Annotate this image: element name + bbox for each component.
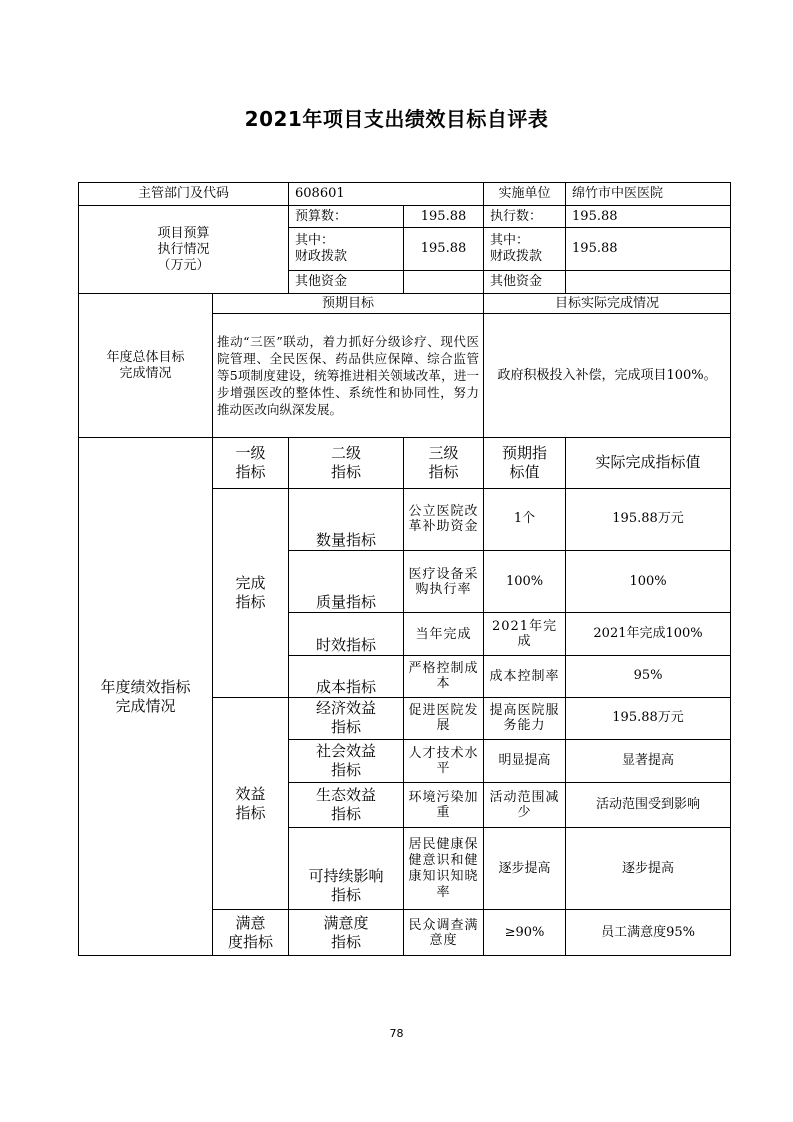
satisfaction-indicators-label: 满意 度指标 xyxy=(213,910,289,956)
table-row-level3: 民众调查满意度 xyxy=(404,910,484,956)
table-row-level2: 生态效益 指标 xyxy=(289,783,404,827)
table-row-expected: 明显提高 xyxy=(484,739,566,782)
budget-label: 项目预算 执行情况 （万元） xyxy=(79,206,289,294)
fiscal-planned-label: 其中： 财政拨款 xyxy=(289,228,404,270)
table-row-actual: 95% xyxy=(566,656,731,697)
fiscal-planned-value: 195.88 xyxy=(404,228,484,270)
annual-goal-label: 年度总体目标 完成情况 xyxy=(79,293,213,437)
table-row-level2: 满意度 指标 xyxy=(289,910,404,956)
table-row-expected: 提高医院服务能力 xyxy=(484,697,566,739)
table-row-expected: 100% xyxy=(484,551,566,613)
table-row-actual: 逐步提高 xyxy=(566,827,731,910)
table-row-level3: 公立医院改革补助资金 xyxy=(404,488,484,551)
table-row-level3: 居民健康保健意识和健康知识知晓率 xyxy=(404,827,484,910)
table-row-actual: 195.88万元 xyxy=(566,697,731,739)
output-indicators-label: 完成 指标 xyxy=(213,488,289,697)
table-row-level2: 可持续影响 指标 xyxy=(289,827,404,910)
table-row-expected: 逐步提高 xyxy=(484,827,566,910)
table-row-actual: 员工满意度95% xyxy=(566,910,731,956)
header-level2: 二级 指标 xyxy=(289,438,404,488)
other-funds-label: 其他资金 xyxy=(289,270,404,293)
table-row-level2: 质量指标 xyxy=(289,551,404,613)
benefit-indicators-label: 效益 指标 xyxy=(213,697,289,910)
table-row-actual: 显著提高 xyxy=(566,739,731,782)
table-row-expected: 活动范围减少 xyxy=(484,783,566,827)
other-funds-planned xyxy=(404,270,484,293)
budget-executed-label: 执行数： xyxy=(484,206,566,228)
budget-executed-value: 195.88 xyxy=(566,206,731,228)
table-row-level2: 时效指标 xyxy=(289,612,404,655)
header-level1: 一级 指标 xyxy=(213,438,289,488)
fiscal-executed-value: 195.88 xyxy=(566,228,731,270)
table-row-expected: 2021年完成 xyxy=(484,612,566,655)
table-row-level2: 数量指标 xyxy=(289,488,404,551)
table-row-actual: 2021年完成100% xyxy=(566,612,731,655)
table-row-level2: 社会效益 指标 xyxy=(289,739,404,782)
impl-unit-label: 实施单位 xyxy=(484,183,566,206)
impl-unit-value: 绵竹市中医医院 xyxy=(566,183,731,206)
performance-label: 年度绩效指标 完成情况 xyxy=(79,438,213,956)
dept-code: 608601 xyxy=(289,183,484,206)
table-row-level3: 当年完成 xyxy=(404,612,484,655)
header-actual: 实际完成指标值 xyxy=(566,438,731,488)
expected-goal-header: 预期目标 xyxy=(213,293,484,313)
table-row-actual: 100% xyxy=(566,551,731,613)
header-expected: 预期指 标值 xyxy=(484,438,566,488)
table-row-actual: 195.88万元 xyxy=(566,488,731,551)
budget-planned-label: 预算数： xyxy=(289,206,404,228)
actual-goal-header: 目标实际完成情况 xyxy=(484,293,731,313)
table-row-expected: 1个 xyxy=(484,488,566,551)
table-row-level3: 医疗设备采购执行率 xyxy=(404,551,484,613)
other-funds-executed xyxy=(566,270,731,293)
page-title: 2021年项目支出绩效目标自评表 xyxy=(244,107,549,131)
dept-label: 主管部门及代码 xyxy=(79,183,289,206)
performance-evaluation-table xyxy=(78,182,731,956)
table-row-expected: ≥90% xyxy=(484,910,566,956)
expected-goal-text: 推动“三医”联动，着力抓好分级诊疗、现代医院管理、全民医保、药品供应保障、综合监管等5项制度建设，统筹推进相关领域改革，进一步增强医改的整体性、系统性和协同性，努力推动医改向纵深发展。 xyxy=(213,314,484,438)
page-number: 78 xyxy=(389,1027,404,1040)
fiscal-executed-label: 其中： 财政拨款 xyxy=(484,228,566,270)
header-level3: 三级 指标 xyxy=(404,438,484,488)
table-row-level3: 促进医院发展 xyxy=(404,697,484,739)
table-row-level2: 经济效益 指标 xyxy=(289,697,404,739)
budget-planned-value: 195.88 xyxy=(404,206,484,228)
table-row-expected: 成本控制率 xyxy=(484,656,566,697)
table-row-level3: 环境污染加重 xyxy=(404,783,484,827)
actual-goal-text: 政府积极投入补偿，完成项目100%。 xyxy=(484,314,731,438)
table-row-actual: 活动范围受到影响 xyxy=(566,783,731,827)
table-row-level3: 严格控制成本 xyxy=(404,656,484,697)
other-funds-executed-label: 其他资金 xyxy=(484,270,566,293)
table-row-level3: 人才技术水平 xyxy=(404,739,484,782)
table-row-level2: 成本指标 xyxy=(289,656,404,697)
